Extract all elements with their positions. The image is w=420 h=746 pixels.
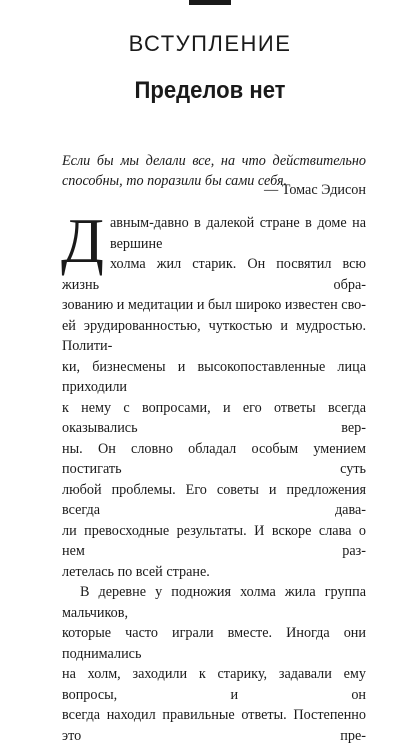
text-line: авным-давно в далекой стране в доме на вершине (109, 215, 366, 252)
top-rule (189, 0, 231, 5)
text-line: В деревне у подножия холма жила группа мальчиков, (62, 584, 366, 621)
text-line: ны. Он словно обладал особым умением постигать суть (62, 440, 366, 477)
paragraph-2 (62, 582, 366, 746)
chapter-title: Пределов нет (134, 77, 286, 104)
text-line: которые часто играли вместе. Иногда они поднимались (62, 625, 366, 662)
text-line: зованию и медитации и был широко известен сво- (62, 297, 366, 313)
text-line: холма жил старик. Он посвятил всю жизнь обра- (62, 256, 366, 293)
chapter-label: ВСТУПЛЕНИЕ (128, 31, 292, 56)
text-line: летелась по всей стране. (62, 563, 210, 580)
epigraph-quote: Если бы мы делали все, на что действительно способны, то поразили бы сами себя. (62, 153, 366, 189)
text-line: к нему с вопросами, и его ответы всегда оказывались вер- (62, 399, 366, 436)
text-line: любой проблемы. Его советы и предложения всегда дава- (62, 481, 366, 518)
paragraph-1 (61, 206, 366, 582)
text-line: ли превосходные результаты. И вскоре слава о нем раз- (62, 522, 366, 559)
text-line: ки, бизнесмены и высокопоставленные лица приходили (62, 358, 366, 395)
text-line: ей эрудированностью, чуткостью и мудростью. Полити- (62, 317, 366, 354)
body-text (61, 206, 366, 746)
text-line: на холм, заходили к старику, задавали ему вопросы, и он (62, 666, 366, 703)
drop-cap: Д (61, 206, 104, 276)
text-line: всегда находил правильные ответы. Постепенно это пре- (62, 707, 366, 744)
epigraph-author: — Томас Эдисон (264, 182, 366, 198)
